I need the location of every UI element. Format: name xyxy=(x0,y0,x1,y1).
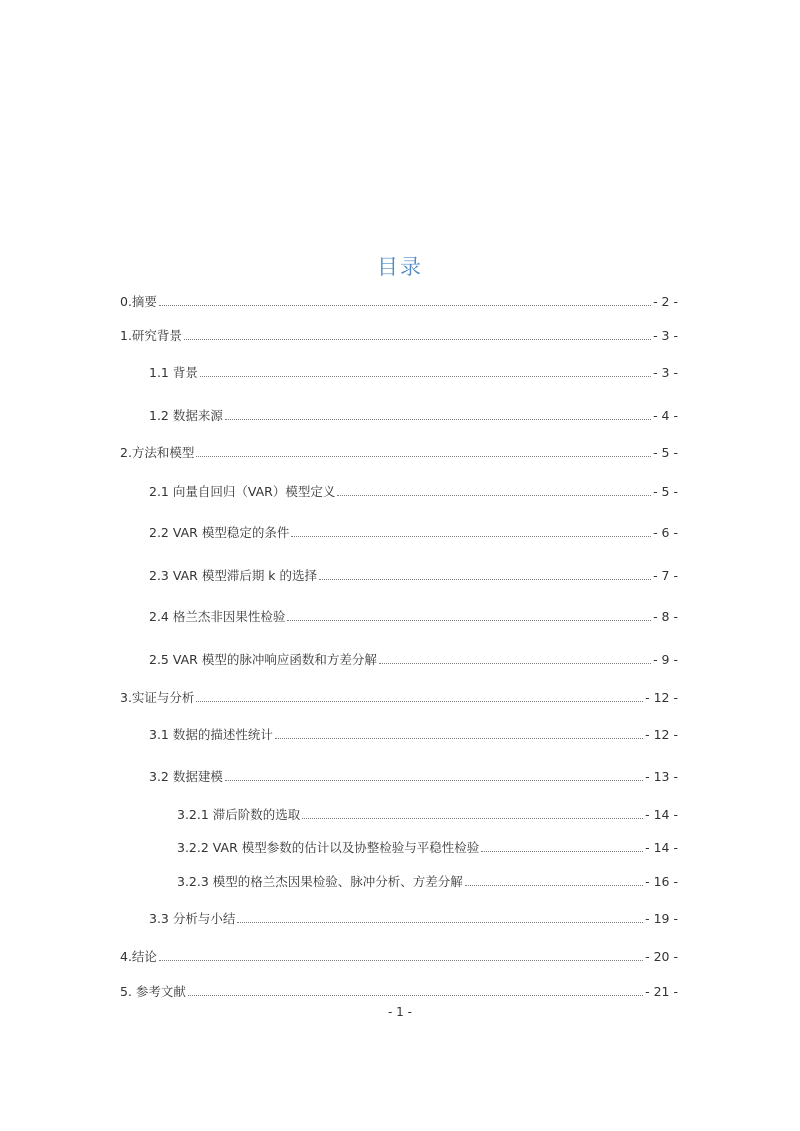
toc-entry-label: 4.结论 xyxy=(120,949,157,964)
dot-leader xyxy=(196,456,651,457)
toc-entry-empirical-analysis[interactable] xyxy=(120,688,678,706)
dot-leader xyxy=(302,818,643,819)
toc-entry-page: - 16 - xyxy=(645,874,678,889)
toc-entry-label: 5. 参考文献 xyxy=(120,984,186,999)
toc-entry-label: 2.2 VAR 模型稳定的条件 xyxy=(149,525,290,540)
dot-leader xyxy=(196,701,643,702)
toc-entry-research-background[interactable] xyxy=(120,326,678,344)
toc-entry-var-estimation[interactable] xyxy=(177,838,678,856)
dot-leader xyxy=(188,995,643,996)
toc-entry-label: 3.2.1 滞后阶数的选取 xyxy=(177,807,301,822)
dot-leader xyxy=(184,339,651,340)
page-number: - 1 - xyxy=(388,1005,412,1019)
dot-leader xyxy=(225,780,643,781)
toc-entry-conclusion[interactable] xyxy=(120,947,678,965)
toc-entry-label: 3.3 分析与小结 xyxy=(149,911,236,926)
toc-entry-impulse-response[interactable] xyxy=(149,650,678,668)
toc-entry-label: 2.方法和模型 xyxy=(120,445,195,460)
dot-leader xyxy=(159,305,651,306)
toc-entry-label: 1.研究背景 xyxy=(120,328,182,343)
toc-entry-references[interactable] xyxy=(120,982,678,1000)
dot-leader xyxy=(319,579,651,580)
toc-entry-analysis-summary[interactable] xyxy=(149,909,678,927)
toc-entry-label: 3.1 数据的描述性统计 xyxy=(149,727,273,742)
toc-entry-page: - 7 - xyxy=(653,568,678,583)
dot-leader xyxy=(275,738,643,739)
toc-entry-label: 0.摘要 xyxy=(120,294,157,309)
toc-entry-page: - 3 - xyxy=(653,328,678,343)
dot-leader xyxy=(379,663,651,664)
toc-entry-page: - 12 - xyxy=(645,727,678,742)
toc-entry-label: 2.4 格兰杰非因果性检验 xyxy=(149,609,286,624)
toc-title: 目录 xyxy=(377,255,423,279)
toc-entry-background[interactable] xyxy=(149,363,678,381)
toc-entry-label: 1.2 数据来源 xyxy=(149,408,223,423)
toc-entry-label: 2.5 VAR 模型的脉冲响应函数和方差分解 xyxy=(149,652,377,667)
toc-entry-var-stability[interactable] xyxy=(149,523,678,541)
dot-leader xyxy=(287,620,651,621)
dot-leader xyxy=(337,495,651,496)
toc-entry-page: - 14 - xyxy=(645,840,678,855)
toc-entry-methods-models[interactable] xyxy=(120,443,678,461)
toc-entry-granger-impulse-variance[interactable] xyxy=(177,872,678,890)
toc-entry-label: 2.1 向量自回归（VAR）模型定义 xyxy=(149,484,336,499)
toc-entry-page: - 21 - xyxy=(645,984,678,999)
dot-leader xyxy=(159,960,643,961)
toc-entry-label: 3.2 数据建模 xyxy=(149,769,223,784)
toc-entry-data-source[interactable] xyxy=(149,406,678,424)
toc-entry-descriptive-stats[interactable] xyxy=(149,725,678,743)
toc-entry-granger-test[interactable] xyxy=(149,607,678,625)
dot-leader xyxy=(481,851,643,852)
toc-entry-page: - 13 - xyxy=(645,769,678,784)
toc-entry-page: - 19 - xyxy=(645,911,678,926)
toc-entry-page: - 4 - xyxy=(653,408,678,423)
dot-leader xyxy=(291,536,651,537)
toc-entry-page: - 3 - xyxy=(653,365,678,380)
dot-leader xyxy=(200,376,651,377)
toc-entry-page: - 9 - xyxy=(653,652,678,667)
toc-entry-page: - 20 - xyxy=(645,949,678,964)
dot-leader xyxy=(237,922,643,923)
toc-entry-page: - 2 - xyxy=(653,294,678,309)
toc-entry-lag-selection[interactable] xyxy=(149,566,678,584)
toc-entry-label: 3.2.2 VAR 模型参数的估计以及协整检验与平稳性检验 xyxy=(177,840,480,855)
toc-entry-label: 3.实证与分析 xyxy=(120,690,195,705)
toc-entry-page: - 12 - xyxy=(645,690,678,705)
toc-entry-page: - 14 - xyxy=(645,807,678,822)
toc-entry-page: - 5 - xyxy=(653,484,678,499)
dot-leader xyxy=(225,419,651,420)
toc-entry-data-modeling[interactable] xyxy=(149,767,678,785)
toc-entry-page: - 6 - xyxy=(653,525,678,540)
toc-entry-label: 2.3 VAR 模型滞后期 k 的选择 xyxy=(149,568,317,583)
toc-entry-page: - 5 - xyxy=(653,445,678,460)
toc-entry-abstract[interactable] xyxy=(120,292,678,310)
toc-entry-var-definition[interactable] xyxy=(149,482,678,500)
toc-entry-lag-order[interactable] xyxy=(177,805,678,823)
dot-leader xyxy=(465,885,643,886)
toc-entry-label: 3.2.3 模型的格兰杰因果检验、脉冲分析、方差分解 xyxy=(177,874,463,889)
toc-entry-label: 1.1 背景 xyxy=(149,365,198,380)
toc-entry-page: - 8 - xyxy=(653,609,678,624)
